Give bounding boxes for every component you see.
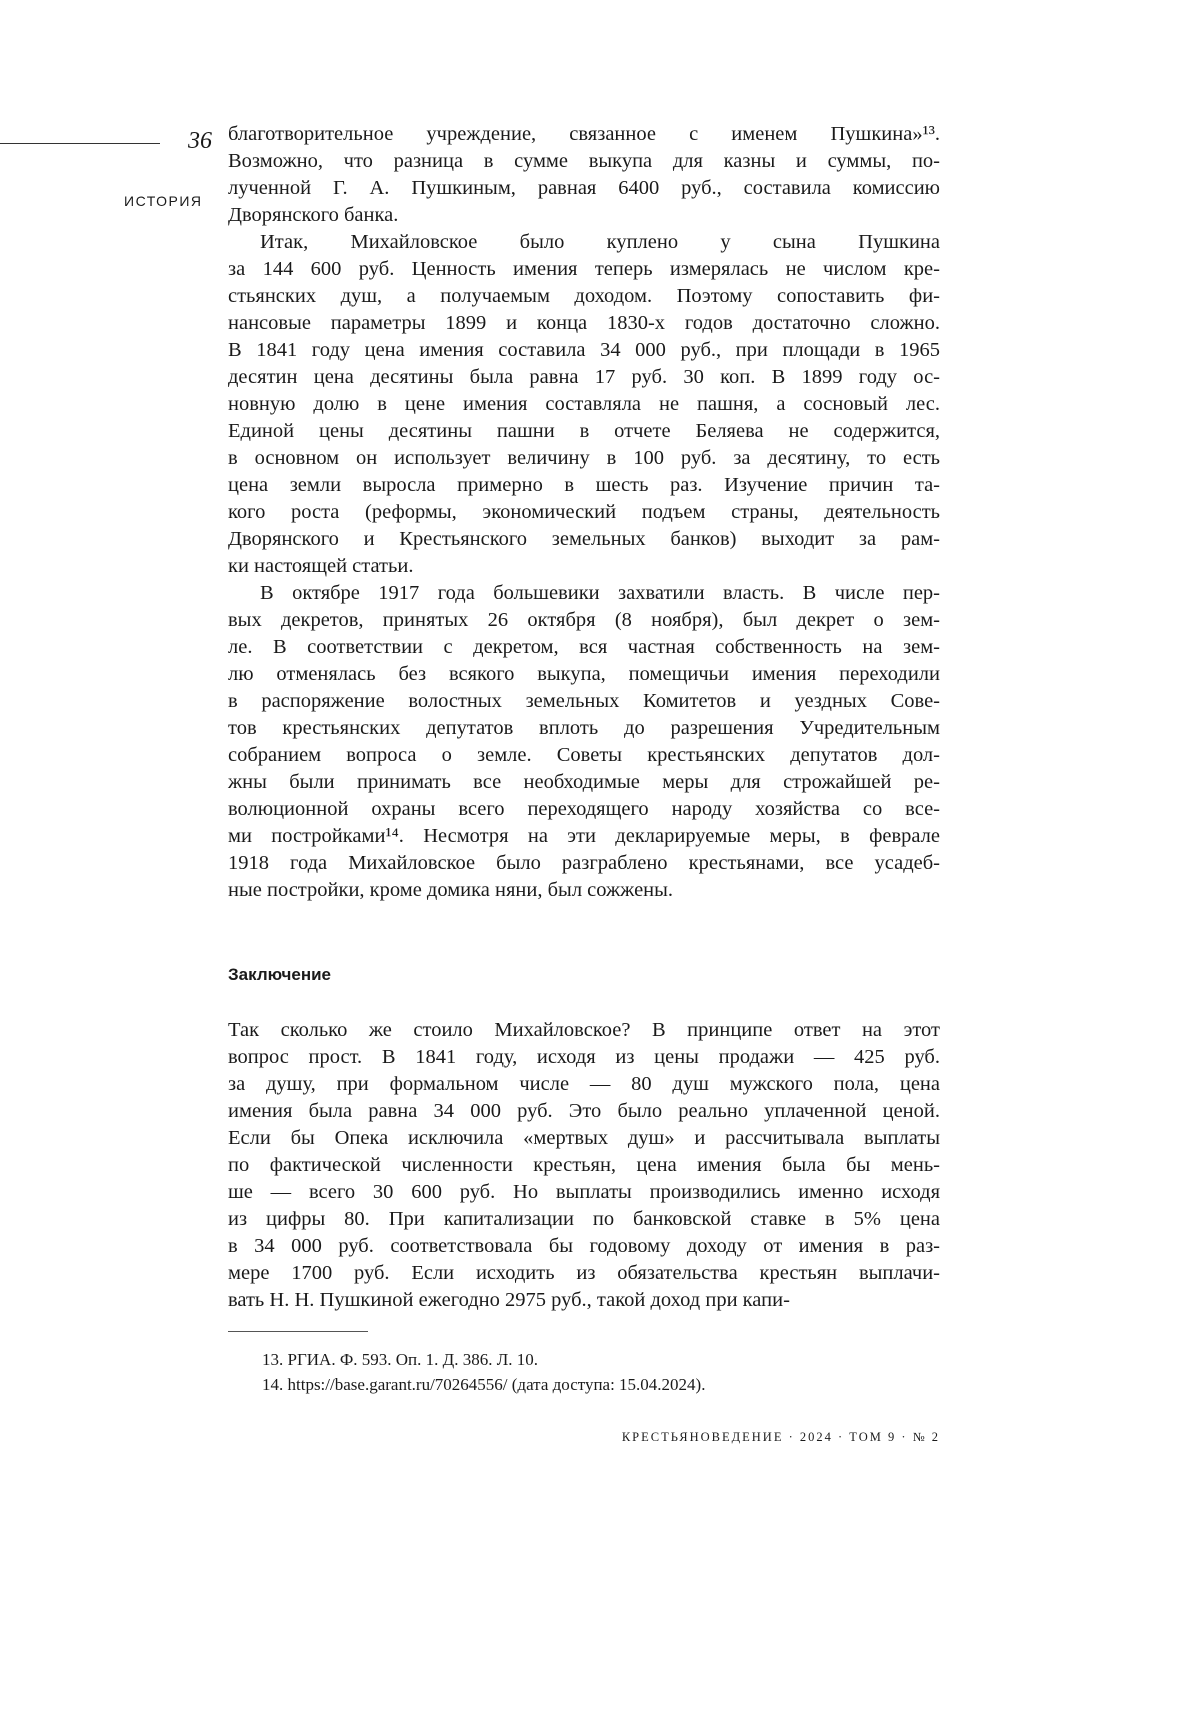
conclusion-text	[228, 1017, 940, 1314]
body-text	[228, 121, 940, 904]
text-line: Если бы Опека исключила «мертвых душ» и рассчитывала выплаты	[228, 1127, 940, 1149]
text-line: вопрос прост. В 1841 году, исходя из цены продажи — 425 руб.	[228, 1046, 940, 1068]
text-line: цена земли выросла примерно в шесть раз. Изучение причин та-	[228, 474, 940, 496]
page-number: 36	[188, 128, 212, 154]
text-line: в 34 000 руб. соответствовала бы годовому доходу от имения в раз-	[228, 1235, 940, 1257]
text-line: 1918 года Михайловское было разграблено крестьянами, все усадеб-	[228, 852, 940, 874]
paragraph	[228, 229, 940, 580]
text-line: Единой цены десятины пашни в отчете Беляева не содержится,	[228, 420, 940, 442]
paragraph	[228, 1017, 940, 1314]
paragraph	[228, 580, 940, 904]
text-line: кого роста (реформы, экономический подъем страны, деятельность	[228, 501, 940, 523]
journal-footer: КРЕСТЬЯНОВЕДЕНИЕ · 2024 · ТОМ 9 · № 2	[621, 1430, 940, 1444]
text-line: ле. В соответствии с декретом, вся частная собственность на зем-	[228, 636, 940, 658]
section-heading: Заключение	[228, 965, 331, 984]
text-line: ки настоящей статьи.	[228, 555, 414, 577]
text-line: Дворянского и Крестьянского земельных банков) выходит за рам-	[228, 528, 940, 550]
text-line: Так сколько же стоило Михайловское? В принципе ответ на этот	[228, 1019, 940, 1041]
text-line: в распоряжение волостных земельных Комитетов и уездных Сове-	[228, 690, 940, 712]
text-line: Возможно, что разница в сумме выкупа для казны и суммы, по-	[228, 150, 940, 172]
text-line: имения была равна 34 000 руб. Это было реально уплаченной ценой.	[228, 1100, 940, 1122]
footnote-rule	[228, 1331, 368, 1332]
text-line: В 1841 году цена имения составила 34 000 руб., при площади в 1965	[228, 339, 940, 361]
text-line: волюционной охраны всего переходящего народу хозяйства со все-	[228, 798, 940, 820]
text-line: лученной Г. А. Пушкиным, равная 6400 руб., составила комиссию	[228, 177, 940, 199]
footnote-14: 14. https://base.garant.ru/70264556/ (дата доступа: 15.04.2024).	[262, 1375, 706, 1394]
text-line: ми постройками¹⁴. Несмотря на эти декларируемые меры, в феврале	[228, 825, 940, 847]
text-line: ше — всего 30 600 руб. Но выплаты производились именно исходя	[228, 1181, 940, 1203]
text-line: вых декретов, принятых 26 октября (8 ноября), был декрет о зем-	[228, 609, 940, 631]
text-line: мере 1700 руб. Если исходить из обязательства крестьян выплачи-	[228, 1262, 940, 1284]
text-line: Итак, Михайловское было куплено у сына Пушкина	[260, 231, 940, 253]
header-rule	[0, 143, 160, 144]
footnote-13: 13. РГИА. Ф. 593. Оп. 1. Д. 386. Л. 10.	[262, 1350, 539, 1369]
text-line: стьянских душ, а получаемым доходом. Поэтому сопоставить фи-	[228, 285, 940, 307]
text-line: собранием вопроса о земле. Советы крестьянских депутатов дол-	[228, 744, 940, 766]
text-line: тов крестьянских депутатов вплоть до разрешения Учредительным	[228, 717, 940, 739]
text-line: нансовые параметры 1899 и конца 1830-х годов достаточно сложно.	[228, 312, 940, 334]
paragraph	[228, 121, 940, 229]
text-line: десятин цена десятины была равна 17 руб. 30 коп. В 1899 году ос-	[228, 366, 940, 388]
text-line: по фактической численности крестьян, цена имения была бы мень-	[228, 1154, 940, 1176]
text-line: благотворительное учреждение, связанное с именем Пушкина»¹³.	[228, 123, 940, 145]
text-line: за 144 600 руб. Ценность имения теперь измерялась не числом кре-	[228, 258, 940, 280]
text-line: за душу, при формальном числе — 80 душ мужского пола, цена	[228, 1073, 940, 1095]
text-line: в основном он использует величину в 100 руб. за десятину, то есть	[228, 447, 940, 469]
text-line: лю отменялась без всякого выкупа, помещичьи имения переходили	[228, 663, 940, 685]
text-line: новную долю в цене имения составляла не пашня, а сосновый лес.	[228, 393, 940, 415]
text-line: ные постройки, кроме домика няни, был сожжены.	[228, 879, 674, 901]
text-line: из цифры 80. При капитализации по банковской ставке в 5% цена	[228, 1208, 940, 1230]
text-line: Дворянского банка.	[228, 204, 399, 226]
text-line: В октябре 1917 года большевики захватили власть. В числе пер-	[260, 582, 940, 604]
text-line: вать Н. Н. Пушкиной ежегодно 2975 руб., такой доход при капи-	[228, 1289, 790, 1311]
text-line: жны были принимать все необходимые меры для строжайшей ре-	[228, 771, 940, 793]
section-label: ИСТОРИЯ	[124, 193, 203, 209]
